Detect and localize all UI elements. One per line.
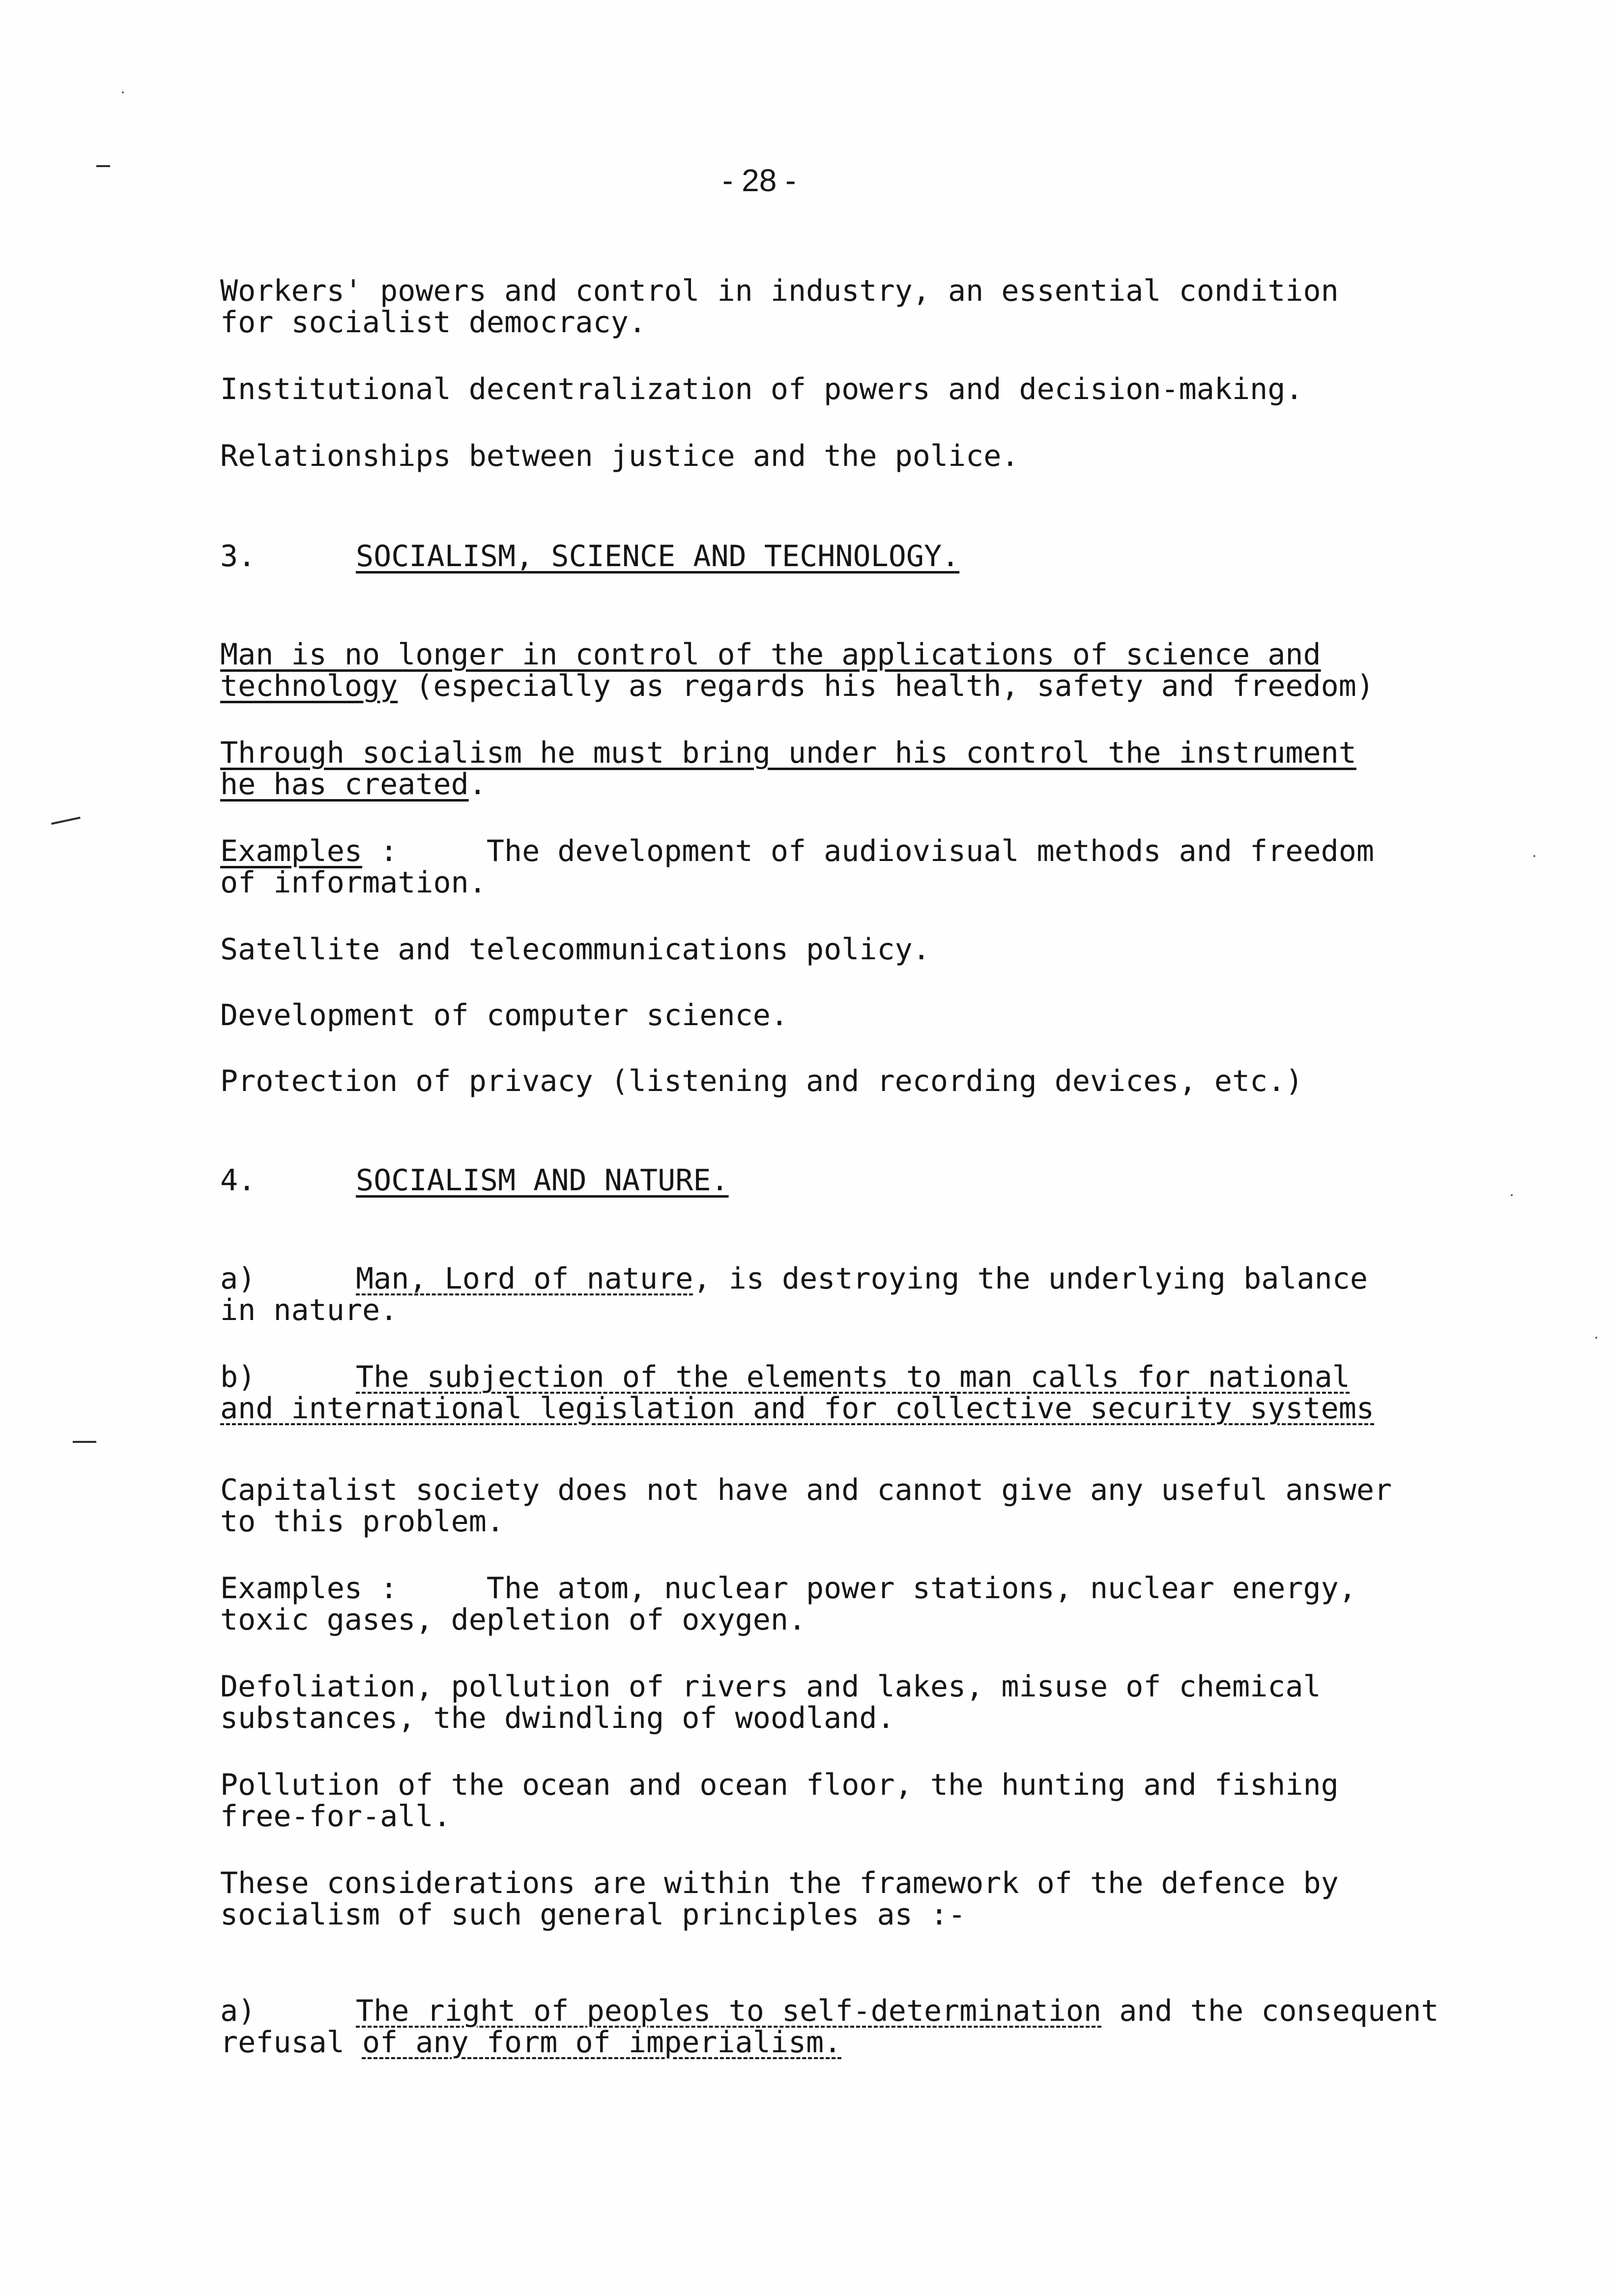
- paragraph-line: substances, the dwindling of woodland.: [220, 1701, 895, 1735]
- paragraph-line: socialism of such general principles as :-: [220, 1897, 966, 1932]
- list-label: b): [220, 1360, 256, 1394]
- scan-mark: [73, 1441, 96, 1443]
- section-heading: SOCIALISM, SCIENCE AND TECHNOLOGY.: [356, 539, 960, 574]
- plain-text: : The development of audiovisual methods and freedom: [362, 834, 1374, 868]
- scan-mark: [51, 817, 81, 825]
- paragraph-line: Protection of privacy (listening and recording devices, etc.): [220, 1064, 1303, 1098]
- plain-text: .: [468, 767, 487, 802]
- plain-text: (especially as regards his health, safety and freedom): [398, 669, 1375, 703]
- underlined-text: of any form of imperialism.: [362, 2025, 842, 2060]
- paragraph-line: Development of computer science.: [220, 998, 788, 1033]
- paragraph-line: and international legislation and for collective security systems: [220, 1391, 1374, 1426]
- paragraph-line: [220, 2027, 841, 2058]
- plain-text: refusal: [220, 2025, 362, 2060]
- scan-speck: [1595, 1337, 1597, 1339]
- list-label: a): [220, 1994, 256, 2028]
- underlined-text: The right of peoples to self-determination: [356, 1994, 1102, 2028]
- paragraph-line: Satellite and telecommunications policy.: [220, 932, 930, 967]
- paragraph-line: [356, 1263, 1368, 1294]
- plain-text: and the consequent: [1101, 1994, 1439, 2028]
- underlined-text: technology: [220, 669, 398, 703]
- paragraph-line: Capitalist society does not have and cannot give any useful answer: [220, 1473, 1392, 1507]
- paragraph-line: Man is no longer in control of the applications of science and: [220, 637, 1321, 672]
- paragraph-line: Relationships between justice and the police.: [220, 439, 1019, 473]
- paragraph-line: Institutional decentralization of powers and decision-making.: [220, 372, 1303, 406]
- scan-speck: [122, 91, 124, 93]
- paragraph-line: Defoliation, pollution of rivers and lakes, misuse of chemical: [220, 1669, 1321, 1704]
- scan-speck: [1533, 855, 1535, 857]
- paragraph-line: These considerations are within the framework of the defence by: [220, 1866, 1339, 1900]
- section-number: 4.: [220, 1163, 256, 1198]
- list-label: a): [220, 1262, 256, 1296]
- paragraph-line: of information.: [220, 865, 487, 900]
- paragraph-line: Pollution of the ocean and ocean floor, the hunting and fishing: [220, 1768, 1339, 1802]
- section-number: 3.: [220, 539, 256, 574]
- examples-label: Examples: [220, 834, 362, 868]
- paragraph-line: free-for-all.: [220, 1799, 451, 1834]
- paragraph-line: Through socialism he must bring under his control the instrument: [220, 736, 1356, 770]
- paragraph-line: [356, 1995, 1439, 2027]
- paragraph-line: to this problem.: [220, 1504, 504, 1539]
- paragraph-line: in nature.: [220, 1293, 398, 1327]
- paragraph-line: The subjection of the elements to man calls for national: [356, 1360, 1350, 1394]
- scan-mark: [96, 165, 110, 167]
- paragraph-line: toxic gases, depletion of oxygen.: [220, 1603, 806, 1637]
- paragraph-line: for socialist democracy.: [220, 305, 646, 340]
- paragraph-line: [220, 769, 487, 800]
- paragraph-line: Examples : The atom, nuclear power stations, nuclear energy,: [220, 1571, 1356, 1606]
- paragraph-line: [220, 835, 1374, 867]
- scan-speck: [1511, 1194, 1513, 1196]
- section-heading: SOCIALISM AND NATURE.: [356, 1163, 729, 1198]
- plain-text: , is destroying the underlying balance: [693, 1262, 1368, 1296]
- paragraph-line: [220, 670, 1374, 702]
- underlined-text: Man, Lord of nature: [356, 1262, 693, 1296]
- underlined-text: he has created: [220, 767, 469, 802]
- paragraph-line: Workers' powers and control in industry, an essential condition: [220, 274, 1339, 308]
- page-number: - 28 -: [722, 163, 796, 198]
